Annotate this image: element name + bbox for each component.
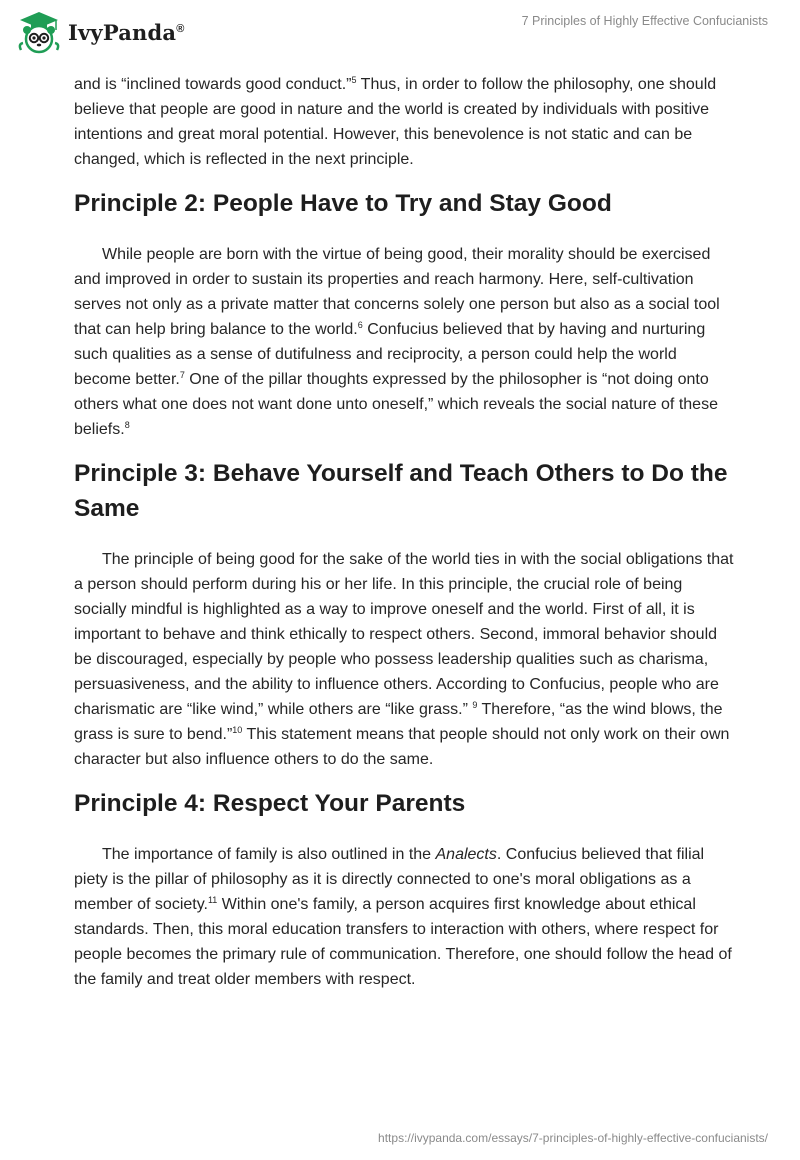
book-title: Analects [435,846,497,863]
paragraph-intro: and is “inclined towards good conduct.”$^5$ Thus, in order to follow the philosophy, one should believe that people are good in nature and the world is created by individuals with positive intentions and great moral potential. However, this benevolence is not static and can be changed, which is reflected in the next principle. [74,75,717,168]
footnote-ref[interactable]: 9 [472,700,478,710]
paragraph-principle-2: While people are born with the virtue of being good, their morality should be exercised and improved in order to sustain its properties and reach harmony. Here, self-cultivation serves not only as a private matter that concerns solely one person but also as a social tool that can help bring balance to the world.$^6$ Confucius believed that by having and nurturing such qualities as a sense of dutifulness and reciprocity, a person could help the world become better.$^7$ One of the pillar thoughts expressed by the philosopher is “not doing onto others what one does not want done unto oneself,” which reveals the social nature of these beliefs.$^8$ [74,246,720,438]
source-url[interactable]: https://ivypanda.com/essays/7-principles-of-highly-effective-confucianists/ [378,1131,768,1145]
panda-graduate-icon [14,8,64,56]
header [0,0,800,70]
footnote-ref[interactable]: 6 [357,320,363,330]
footnote-ref[interactable]: 11 [207,895,218,905]
footnote-ref[interactable]: 10 [232,725,243,735]
footnote-ref[interactable]: 7 [179,370,185,380]
heading-principle-3: Principle 3: Behave Yourself and Teach Others to Do the Same [74,460,728,522]
footnote-ref[interactable]: 5 [351,75,357,85]
heading-principle-4: Principle 4: Respect Your Parents [74,790,466,817]
heading-principle-2: Principle 2: People Have to Try and Stay Good [74,190,612,217]
logo[interactable] [14,8,185,56]
article-body [74,72,734,1006]
footnote-ref[interactable]: 8 [124,420,130,430]
brand-name: IvyPanda® [68,19,185,45]
paragraph-principle-4: The importance of family is also outlined in the Analects. Confucius believed that filial piety is the pillar of philosophy as it is directly connected to one's moral obligations as a member of society.$^{11}$ Within one's family, a person acquires first knowledge about ethical standards. Then, this moral education transfers to interaction with others, where respect for people becomes the primary rule of communication. Therefore, one should follow the head of the family and treat older members with respect. [74,846,732,988]
paragraph-principle-3: The principle of being good for the sake of the world ties in with the social obligations that a person should perform during his or her life. In this principle, the crucial role of being socially mindful is highlighted as a way to improve oneself and the world. First of all, it is important to behave and think ethically to respect others. Second, immoral behavior should be discouraged, especially by people who possess leadership qualities such as charisma, persuasiveness, and the ability to influence others. According to Confucius, people who are charismatic are “like wind,” while others are “like grass.” $^9$ Therefore, “as the wind blows, the grass is sure to bend.”$^{10}$ This statement means that people should not only work on their own character but also influence others to do the same. [74,551,734,768]
document-title: 7 Principles of Highly Effective Confucianists [521,14,768,28]
registered-mark: ® [176,22,185,35]
